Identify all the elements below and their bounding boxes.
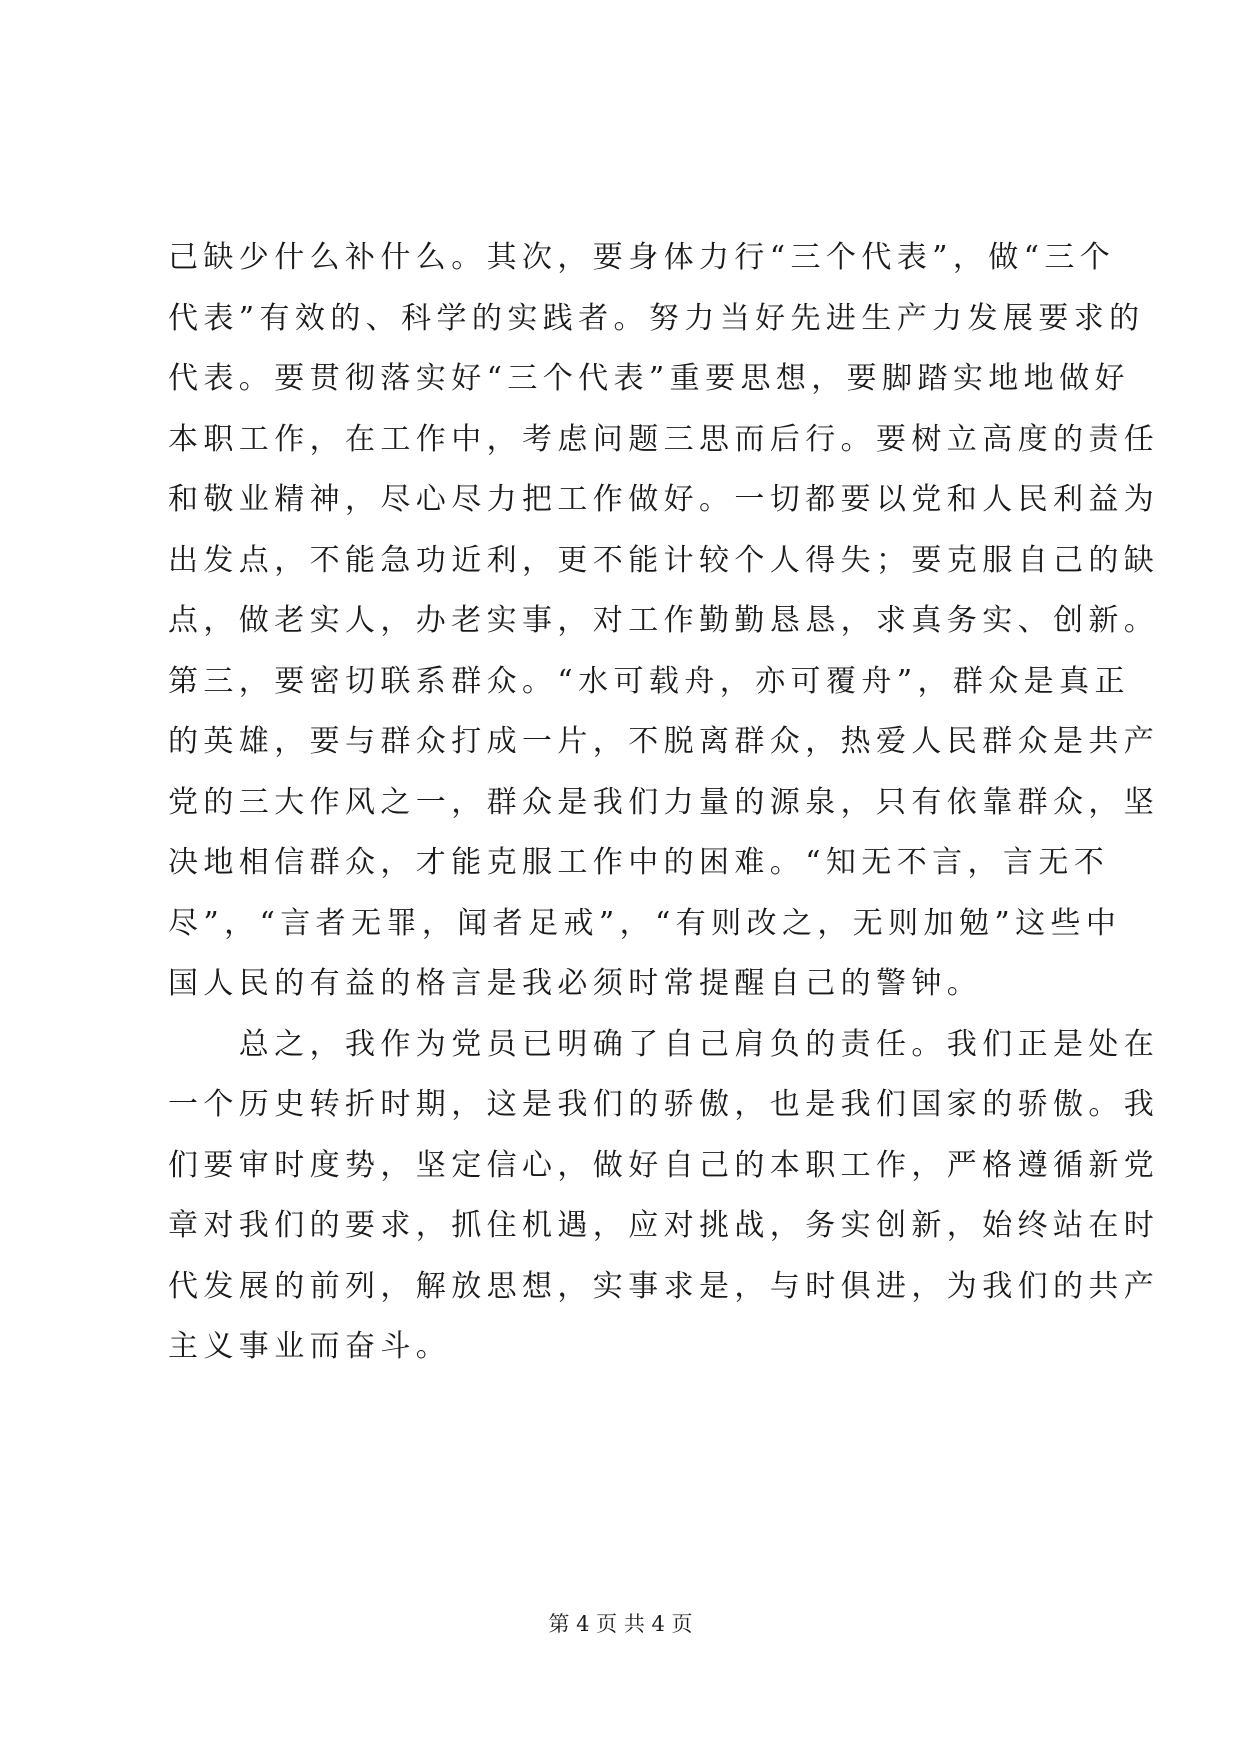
body-text xyxy=(168,228,1160,1378)
text-line: 第三，要密切联系群众。“水可载舟，亦可覆舟”，群众是真正 xyxy=(168,663,1130,699)
text-line: 章对我们的要求，抓住机遇，应对挑战，务实创新，始终站在时 xyxy=(168,1208,1160,1243)
text-line: 出发点，不能急功近利，更不能计较个人得失；要克服自己的缺 xyxy=(168,542,1160,578)
text-line: 点，做老实人，办老实事，对工作勤勤恳恳，求真务实、创新。 xyxy=(168,603,1160,638)
text-line: 们要审时度势，坚定信心，做好自己的本职工作，严格遵循新党 xyxy=(168,1147,1160,1183)
text-line: 己缺少什么补什么。其次，要身体力行“三个代表”，做“三个 xyxy=(168,240,1116,275)
text-line: 本职工作，在工作中，考虑问题三思而后行。要树立高度的责任 xyxy=(168,421,1160,457)
text-line: 国人民的有益的格言是我必须时常提醒自己的警钟。 xyxy=(168,966,983,1001)
text-line: 尽”，“言者无罪，闻者足戒”，“有则改之，无则加勉”这些中 xyxy=(168,905,1122,941)
text-line: 代发展的前列，解放思想，实事求是，与时俱进，为我们的共产 xyxy=(168,1268,1160,1304)
paragraph-start-line: 总之，我作为党员已明确了自己肩负的责任。我们正是处在 xyxy=(168,1026,1160,1062)
text-line: 和敬业精神，尽心尽力把工作做好。一切都要以党和人民利益为 xyxy=(168,482,1160,517)
text-line: 代表。要贯彻落实好“三个代表”重要思想，要脚踏实地地做好 xyxy=(168,361,1130,396)
text-line: 决地相信群众，才能克服工作中的困难。“知无不言，言无不 xyxy=(168,845,1110,880)
text-line: 的英雄，要与群众打成一片，不脱离群众，热爱人民群众是共产 xyxy=(168,724,1160,759)
text-line: 代表”有效的、科学的实践者。努力当好先进生产力发展要求的 xyxy=(168,300,1145,336)
text-line: 一个历史转折时期，这是我们的骄傲，也是我们国家的骄傲。我 xyxy=(168,1087,1160,1122)
text-line: 党的三大作风之一，群众是我们力量的源泉，只有依靠群众，坚 xyxy=(168,784,1160,820)
page-number-footer: 第 4 页 共 4 页 xyxy=(548,1612,693,1636)
text-line: 主义事业而奋斗。 xyxy=(168,1329,452,1364)
